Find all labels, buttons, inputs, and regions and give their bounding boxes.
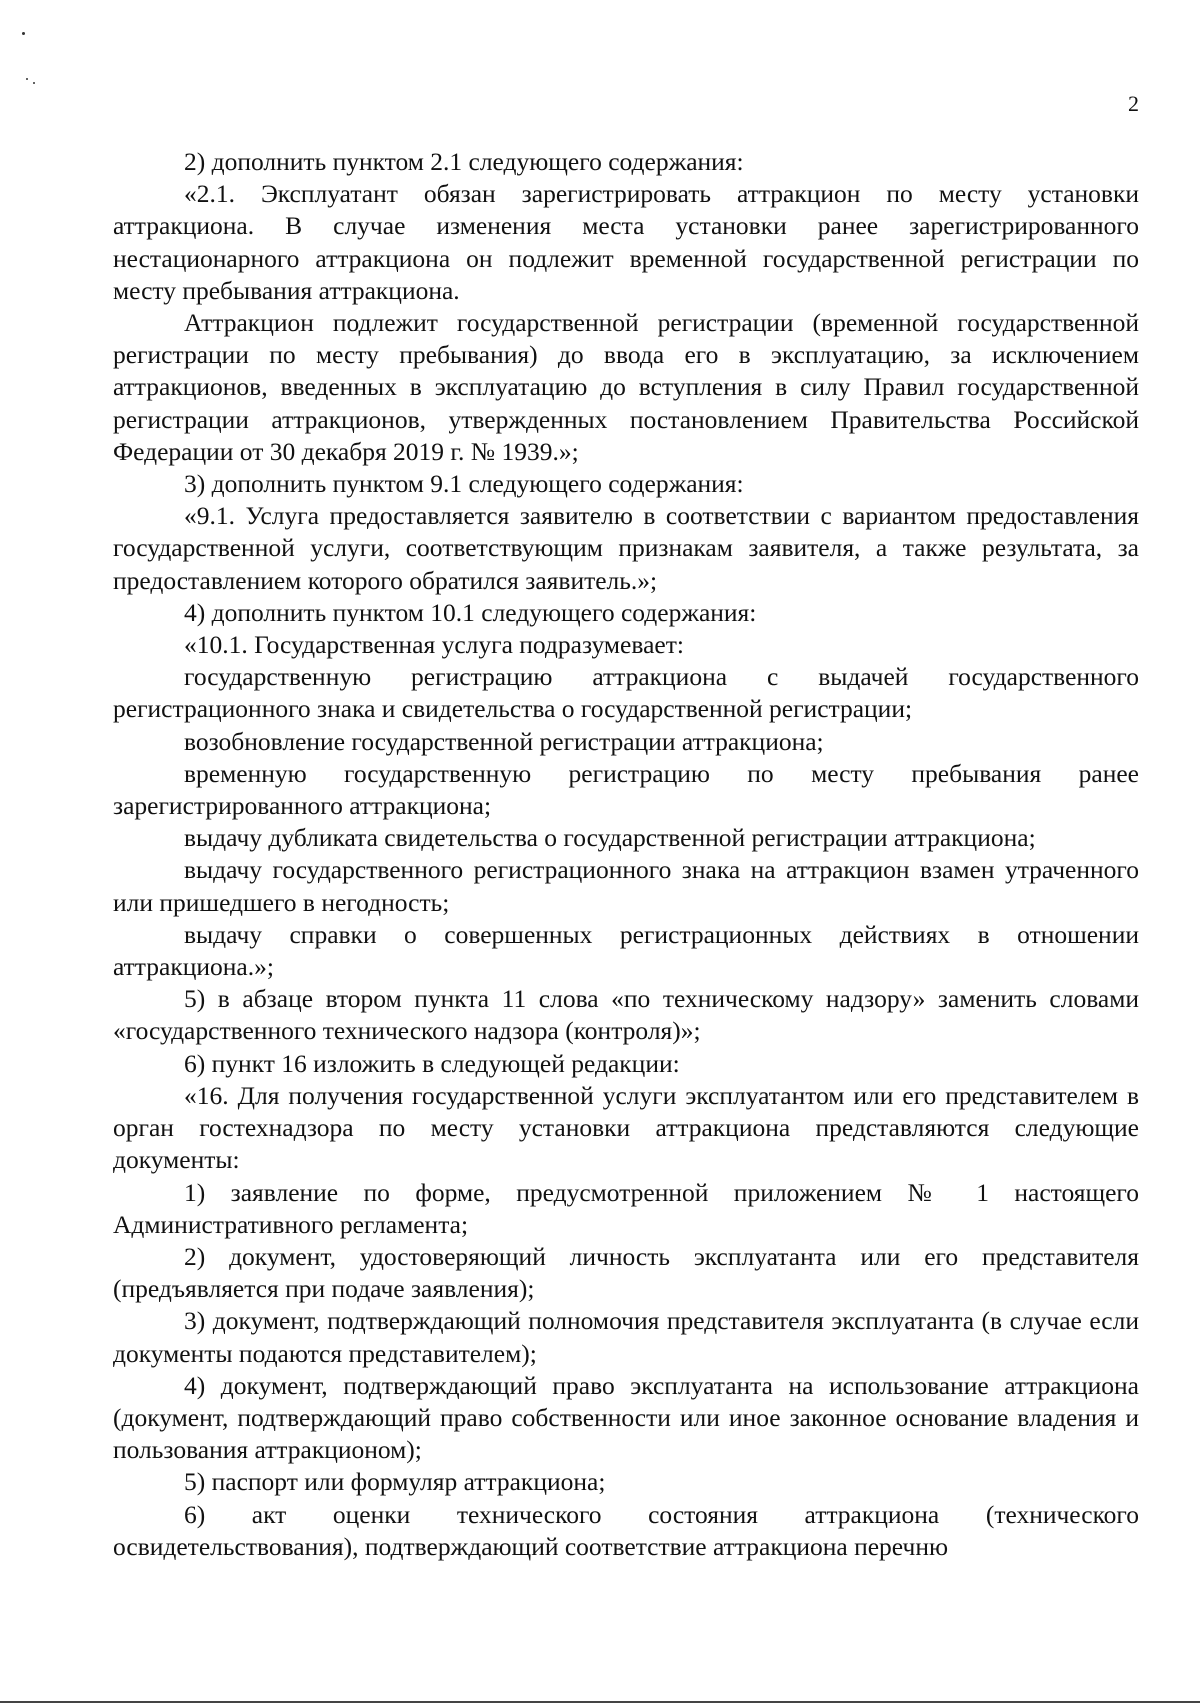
- paragraph: 3) дополнить пунктом 9.1 следующего содержания:: [184, 469, 744, 499]
- paragraph: 4) дополнить пунктом 10.1 следующего содержания:: [184, 597, 757, 627]
- paragraph: 6) акт оценки технического состояния аттракциона (технического освидетельствования), подтверждающий соответствие аттракциона перечню: [113, 1499, 1139, 1561]
- paragraph: выдачу дубликата свидетельства о государственной регистрации аттракциона;: [184, 823, 1036, 853]
- paragraph: 2) документ, удостоверяющий личность эксплуатанта или его представителя (предъявляется при подаче заявления);: [113, 1241, 1139, 1304]
- scan-speck: [22, 32, 25, 35]
- paragraph: 1) заявление по форме, предусмотренной приложением № 1 настоящего Административного регламента;: [113, 1177, 1139, 1239]
- paragraph: 2) дополнить пунктом 2.1 следующего содержания:: [184, 147, 744, 176]
- scan-speck: [33, 82, 35, 84]
- paragraph: 6) пункт 16 изложить в следующей редакции:: [184, 1048, 680, 1078]
- scan-edge-line: [0, 1701, 1200, 1703]
- paragraph: Аттракцион подлежит государственной регистрации (временной государственной регистрации по месту пребывания) до ввода его в эксплуатацию, за исключением аттракционов, введенных в эксплуатацию до вступления в силу Правил государственной регистрации аттракционов, утвержденных постановлением Правительства Российской Федерации от 30 декабря 2019 г. № 1939.»;: [113, 308, 1139, 466]
- paragraph: «9.1. Услуга предоставляется заявителю в соответствии с вариантом предоставления государственной услуги, соответствующим признакам заявителя, а также результата, за предоставлением которого обратился заявитель.»;: [113, 501, 1139, 595]
- document-body: [113, 146, 1139, 1563]
- paragraph: «2.1. Эксплуатант обязан зарегистрировать аттракцион по месту установки аттракциона. В случае изменения места установки ранее зарегистрированного нестационарного аттракциона он подлежит временной государственной регистрации по месту пребывания аттракциона.: [113, 179, 1139, 305]
- paragraph: выдачу государственного регистрационного знака на аттракцион взамен утраченного или пришедшего в негодность;: [113, 855, 1139, 917]
- paragraph: 3) документ, подтверждающий полномочия представителя эксплуатанта (в случае если документы подаются представителем);: [113, 1306, 1139, 1368]
- paragraph: «10.1. Государственная услуга подразумевает:: [184, 630, 684, 660]
- paragraph: временную государственную регистрацию по месту пребывания ранее зарегистрированного аттракциона;: [113, 758, 1139, 821]
- paragraph: «16. Для получения государственной услуги эксплуатантом или его представителем в орган гостехнадзора по месту установки аттракциона представляются следующие документы:: [113, 1080, 1139, 1175]
- paragraph: возобновление государственной регистрации аттракциона;: [184, 726, 824, 756]
- paragraph: выдачу справки о совершенных регистрационных действиях в отношении аттракциона.»;: [113, 919, 1139, 982]
- paragraph: 5) в абзаце втором пункта 11 слова «по техническому надзору» заменить словами «государственного технического надзора (контроля)»;: [113, 984, 1139, 1046]
- page-number: 2: [1128, 91, 1139, 116]
- scan-speck: [26, 78, 28, 80]
- paragraph: государственную регистрацию аттракциона с выдачей государственного регистрационного знака и свидетельства о государственной регистрации;: [113, 662, 1139, 724]
- paragraph: 4) документ, подтверждающий право эксплуатанта на использование аттракциона (документ, подтверждающий право собственности или иное законное основание владения и пользования аттракционом);: [113, 1370, 1139, 1465]
- paragraph: 5) паспорт или формуляр аттракциона;: [184, 1467, 606, 1497]
